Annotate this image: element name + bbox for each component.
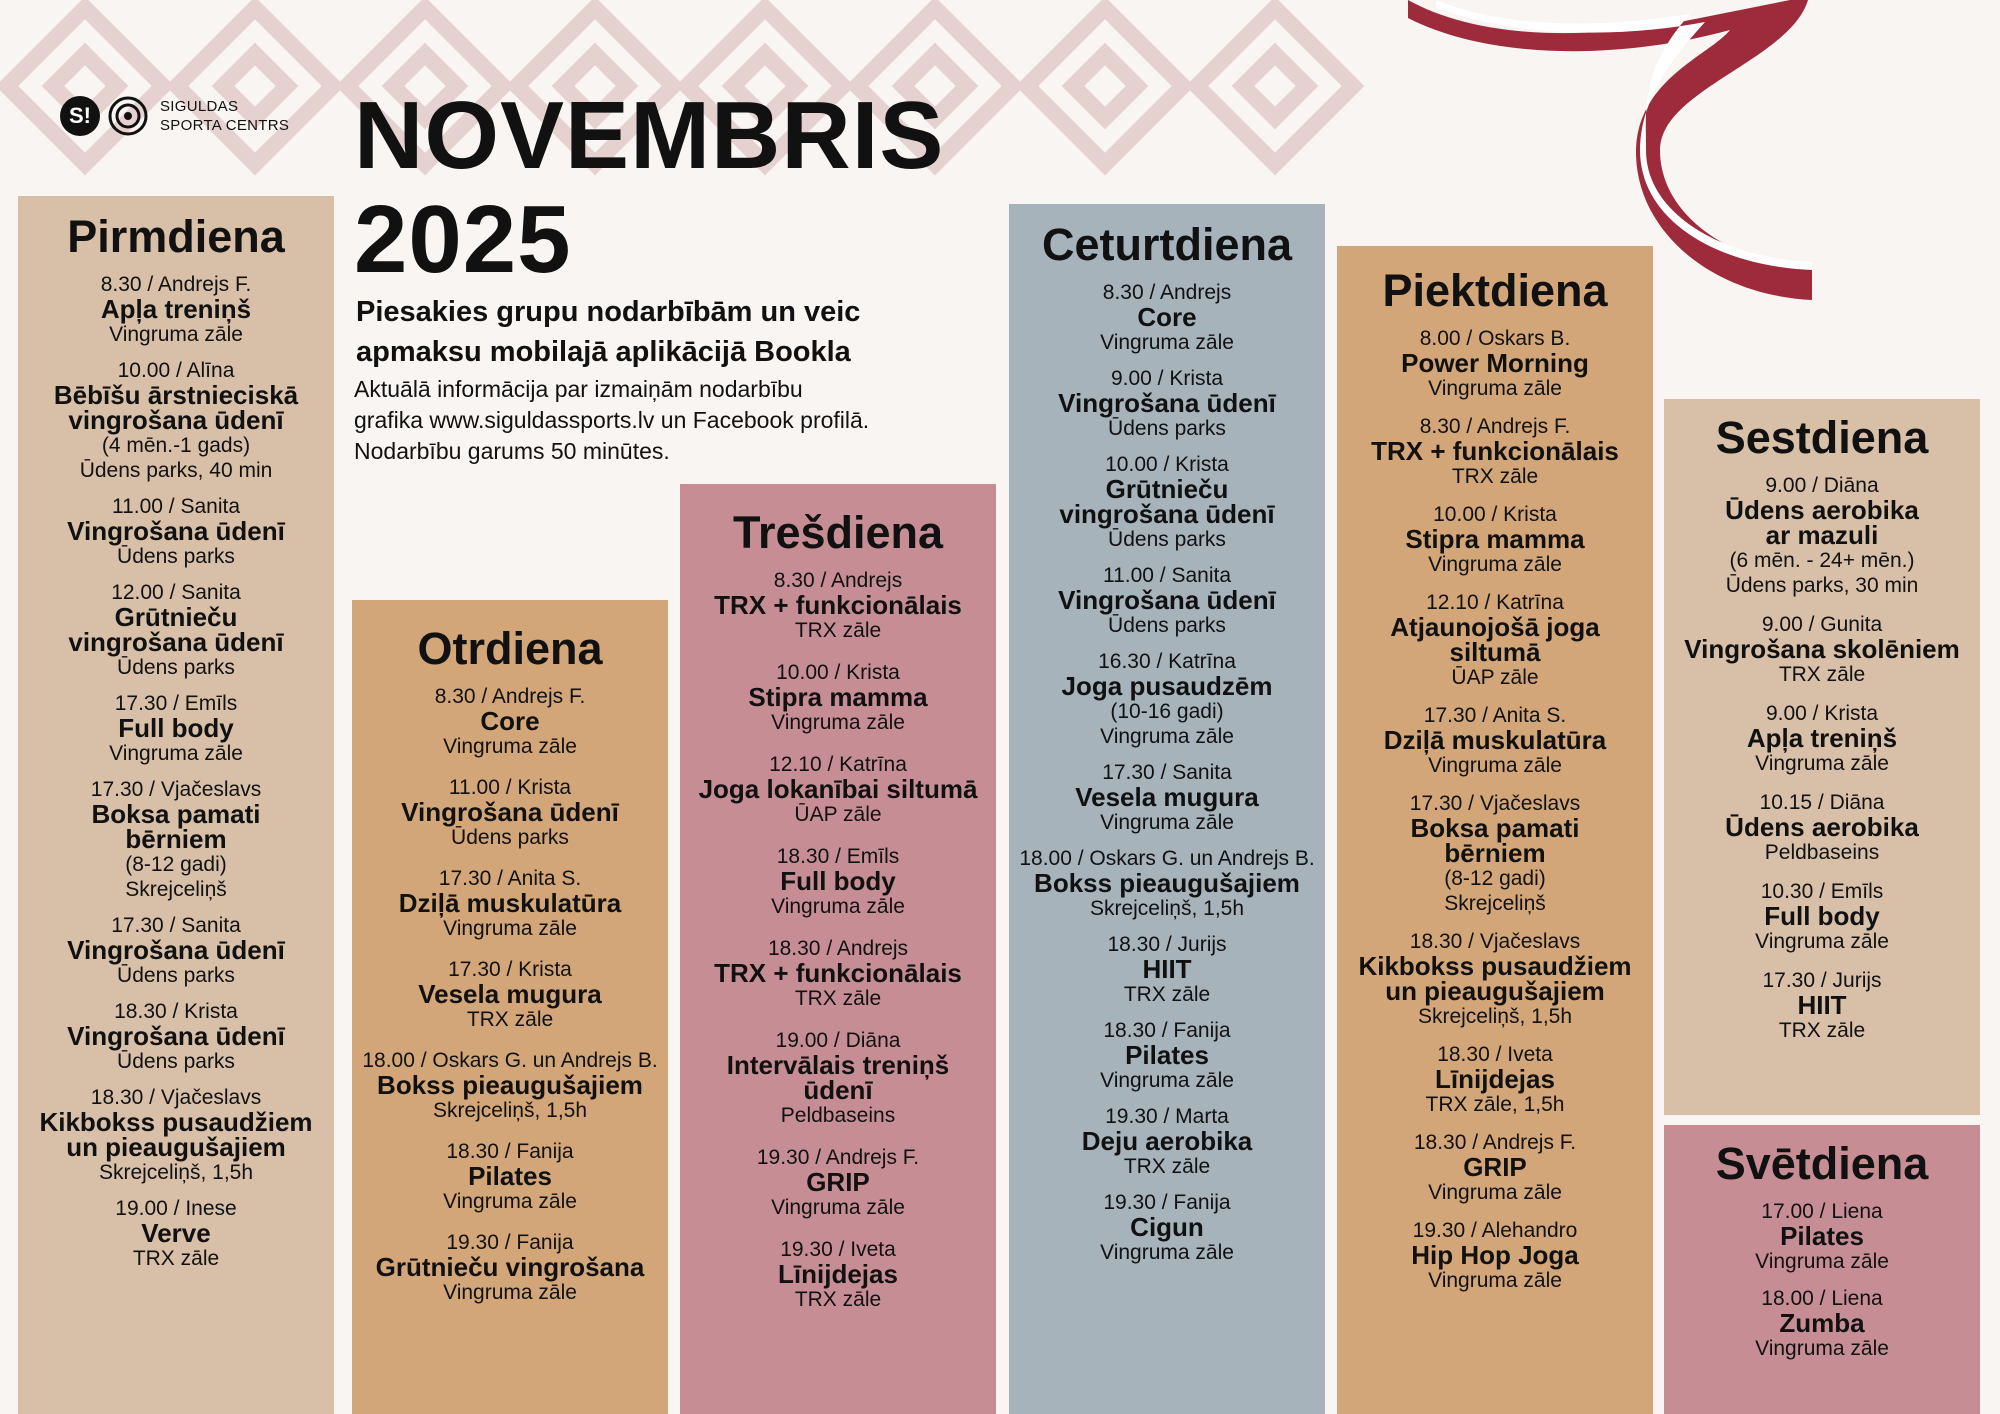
class-time-trainer: 18.30 / Fanija (446, 1140, 574, 1163)
class-time-trainer: 10.00 / Krista (776, 661, 900, 684)
day-title: Piektdiena (1382, 265, 1608, 316)
class-time-trainer: 9.00 / Krista (1765, 702, 1879, 725)
class-time-trainer: 10.00 / Alīna (117, 359, 235, 382)
class-name: Stipra mamma (748, 682, 928, 712)
class-entry (1664, 701, 1980, 776)
class-name: Kikbokss pusaudžiem (1358, 951, 1632, 981)
class-name: Ūdens aerobika (1725, 495, 1919, 525)
class-entry (1009, 452, 1325, 552)
class-name: Bēbīšu ārstnieciskā (53, 380, 299, 410)
class-entry (18, 913, 334, 988)
class-name: ar mazuli (1765, 520, 1879, 550)
class-entry (352, 684, 668, 759)
info-text: Aktuālā informācija par izmaiņām nodarbību grafika www.siguldassports.lv un Facebook profilā. Nodarbību garums 50 minūtes. (354, 376, 870, 464)
class-entry (352, 775, 668, 850)
class-time-trainer: 11.00 / Krista (448, 776, 572, 799)
class-time-trainer: 16.30 / Katrīna (1098, 650, 1236, 673)
class-time-trainer: 9.00 / Diāna (1765, 474, 1879, 497)
class-name: Apļa treniņš (1746, 723, 1898, 753)
class-entry (1337, 414, 1653, 489)
class-name: Joga pusaudzēm (1061, 671, 1273, 701)
class-entry (352, 957, 668, 1032)
class-location: Peldbaseins (780, 1104, 896, 1127)
class-location: Vingruma zāle (1100, 811, 1234, 834)
day-column-2 (352, 600, 668, 1414)
class-time-trainer: 18.00 / Oskars G. un Andrejs B. (362, 1049, 658, 1072)
class-location: Vingruma zāle (771, 711, 905, 734)
class-location: TRX zāle (466, 1008, 554, 1031)
class-time-trainer: 9.00 / Gunita (1761, 613, 1883, 636)
class-time-trainer: 19.30 / Fanija (446, 1231, 574, 1254)
class-location: Vingruma zāle (1428, 1269, 1562, 1292)
class-time-trainer: 19.30 / Andrejs F. (756, 1146, 920, 1169)
class-location: Vingruma zāle (109, 742, 243, 765)
class-entry (18, 1085, 334, 1185)
class-time-trainer: 17.30 / Sanita (111, 914, 241, 937)
class-location: Skrejceliņš, 1,5h (1089, 897, 1245, 920)
class-time-trainer: 17.30 / Jurijs (1762, 969, 1882, 992)
class-name: Full body (1764, 901, 1880, 931)
class-name: Vesela mugura (418, 979, 602, 1009)
class-location: TRX zāle, 1,5h (1425, 1093, 1565, 1116)
class-name: Vingrošana ūdenī (67, 516, 285, 546)
logo-text: SIGULDAS SPORTA CENTRS (160, 98, 290, 134)
class-name: Līnijdejas (1435, 1064, 1555, 1094)
class-name: Joga lokanībai siltumā (698, 774, 978, 804)
class-time-trainer: 10.00 / Krista (1433, 503, 1557, 526)
day-title: Ceturtdiena (1041, 219, 1293, 270)
class-time-trainer: 19.30 / Alehandro (1412, 1219, 1578, 1242)
class-name: bērniem (125, 824, 227, 854)
class-location: Ūdens parks (117, 545, 235, 568)
class-time-trainer: 18.00 / Liena (1761, 1287, 1883, 1310)
class-name: GRIP (806, 1167, 870, 1197)
day-column-1 (18, 196, 334, 1414)
class-name: Core (480, 706, 540, 736)
class-name: Full body (118, 713, 234, 743)
class-name: vingrošana ūdenī (68, 627, 284, 657)
class-entry (1664, 968, 1980, 1043)
class-name: HIIT (1797, 990, 1847, 1020)
day-title: Svētdiena (1715, 1138, 1929, 1189)
class-time-trainer: 10.00 / Krista (1105, 453, 1229, 476)
class-time-trainer: 18.30 / Vjačeslavs (1409, 930, 1581, 953)
page-title (354, 84, 944, 292)
class-time-trainer: 19.30 / Iveta (780, 1238, 896, 1261)
class-name: TRX + funkcionālais (714, 958, 962, 988)
class-name: Stipra mamma (1405, 524, 1585, 554)
class-name: Dziļā muskulatūra (398, 888, 622, 918)
class-time-trainer: 17.30 / Anita S. (438, 867, 582, 890)
class-name: Vingrošana ūdenī (1058, 585, 1276, 615)
class-entry (1337, 1130, 1653, 1205)
day-title: Trešdiena (732, 507, 944, 558)
class-name: Grūtnieču vingrošana (375, 1252, 645, 1282)
class-entry (1009, 1104, 1325, 1179)
class-location: Ūdens parks (451, 826, 569, 849)
class-time-trainer: 17.30 / Anita S. (1423, 704, 1567, 727)
class-entry (1009, 649, 1325, 749)
day-column-4 (1009, 204, 1325, 1414)
class-entry (18, 777, 334, 902)
day-title: Sestdiena (1715, 412, 1929, 463)
logo-mark: S! (60, 96, 100, 136)
class-time-trainer: 17.30 / Vjačeslavs (90, 778, 262, 801)
class-entry (1664, 790, 1980, 865)
class-entry (1009, 932, 1325, 1007)
class-location: Vingruma zāle (1755, 930, 1889, 953)
class-name: vingrošana ūdenī (68, 405, 284, 435)
class-location: TRX zāle (1123, 1155, 1211, 1178)
logo-ring-icon (108, 96, 148, 136)
subtitle: Piesakies grupu nodarbībām un veic apmaksu mobilajā aplikācijā Bookla (356, 296, 861, 368)
class-name: TRX + funkcionālais (1371, 436, 1619, 466)
class-name: Kikbokss pusaudžiem (39, 1107, 313, 1137)
class-location: Vingruma zāle (1755, 1250, 1889, 1273)
class-location: (4 mēn.-1 gads) (101, 434, 251, 457)
class-name: Vesela mugura (1075, 782, 1259, 812)
class-time-trainer: 18.30 / Jurijs (1107, 933, 1227, 956)
class-name: HIIT (1142, 954, 1192, 984)
class-entry (680, 660, 996, 735)
class-time-trainer: 18.30 / Andrejs (767, 937, 909, 960)
class-time-trainer: 18.30 / Vjačeslavs (90, 1086, 262, 1109)
class-name: Deju aerobika (1081, 1126, 1253, 1156)
class-entry (352, 1048, 668, 1123)
class-name: Intervālais treniņš (726, 1050, 950, 1080)
class-name: Bokss pieaugušajiem (377, 1070, 643, 1100)
class-name: Pilates (468, 1161, 552, 1191)
class-time-trainer: 19.30 / Fanija (1103, 1191, 1231, 1214)
class-location: Vingruma zāle (109, 323, 243, 346)
class-location: Skrejceliņš, 1,5h (98, 1161, 254, 1184)
class-time-trainer: 8.30 / Andrejs F. (100, 273, 252, 296)
class-time-trainer: 19.30 / Marta (1105, 1105, 1229, 1128)
class-time-trainer: 18.30 / Fanija (1103, 1019, 1231, 1042)
class-entry (680, 1237, 996, 1312)
class-name: TRX + funkcionālais (714, 590, 962, 620)
class-name: Dziļā muskulatūra (1383, 725, 1607, 755)
class-name: Verve (141, 1218, 211, 1248)
class-entry (680, 936, 996, 1011)
class-entry (1337, 791, 1653, 916)
class-location: TRX zāle (1778, 1019, 1866, 1042)
class-location: ŪAP zāle (1451, 666, 1539, 689)
class-name: un pieaugušajiem (1385, 976, 1605, 1006)
class-location: Ūdens parks (1108, 528, 1226, 551)
class-time-trainer: 8.30 / Andrejs (773, 569, 903, 592)
class-entry (680, 752, 996, 827)
class-entry (680, 844, 996, 919)
class-name: Pilates (1125, 1040, 1209, 1070)
class-location: Vingruma zāle (771, 895, 905, 918)
class-location: Ūdens parks (117, 964, 235, 987)
class-time-trainer: 10.30 / Emīls (1760, 880, 1884, 903)
class-name: ūdenī (803, 1075, 873, 1105)
class-location: TRX zāle (794, 1288, 882, 1311)
class-name: Boksa pamati (91, 799, 261, 829)
class-entry (1664, 879, 1980, 954)
class-name: Power Morning (1401, 348, 1589, 378)
class-time-trainer: 9.00 / Krista (1110, 367, 1224, 390)
class-location: Skrejceliņš, 1,5h (432, 1099, 588, 1122)
class-location: Vingruma zāle (1100, 1241, 1234, 1264)
day-column-5 (1337, 246, 1653, 1414)
class-name: Apļa treniņš (100, 294, 252, 324)
class-time-trainer: 18.30 / Emīls (776, 845, 900, 868)
class-time-trainer: 17.30 / Sanita (1102, 761, 1232, 784)
class-name: vingrošana ūdenī (1059, 499, 1275, 529)
class-location: Ūdens parks, 40 min (79, 459, 273, 482)
class-name: Cigun (1130, 1212, 1204, 1242)
class-entry (18, 494, 334, 569)
class-location: Skrejceliņš (125, 878, 227, 901)
class-location: Peldbaseins (1764, 841, 1880, 864)
class-entry (680, 568, 996, 643)
class-name: bērniem (1444, 838, 1546, 868)
class-location: Vingruma zāle (771, 1196, 905, 1219)
class-entry (1009, 846, 1325, 921)
class-entry (1664, 612, 1980, 687)
class-name: Pilates (1780, 1221, 1864, 1251)
class-location: TRX zāle (1123, 983, 1211, 1006)
class-location: Vingruma zāle (1100, 331, 1234, 354)
class-entry (1009, 1018, 1325, 1093)
class-location: Ūdens parks (117, 1050, 235, 1073)
class-entry (18, 272, 334, 347)
class-entry (680, 1145, 996, 1220)
class-location: TRX zāle (132, 1247, 220, 1270)
class-location: (8-12 gadi) (125, 853, 227, 876)
class-name: Vingrošana ūdenī (67, 935, 285, 965)
class-time-trainer: 11.00 / Sanita (1102, 564, 1232, 587)
class-location: (8-12 gadi) (1444, 867, 1546, 890)
class-name: Full body (780, 866, 896, 896)
class-location: Vingruma zāle (443, 917, 577, 940)
class-location: Vingruma zāle (1428, 553, 1562, 576)
class-location: Vingruma zāle (1100, 725, 1234, 748)
class-entry (1664, 473, 1980, 598)
class-name: Hip Hop Joga (1411, 1240, 1579, 1270)
class-entry (1009, 1190, 1325, 1265)
class-entry (18, 580, 334, 680)
class-entry (1337, 703, 1653, 778)
class-entry (352, 1230, 668, 1305)
class-time-trainer: 17.30 / Krista (448, 958, 572, 981)
class-location: Ūdens parks (1108, 417, 1226, 440)
logo (60, 96, 289, 136)
class-entry (1337, 929, 1653, 1029)
class-entry (680, 1028, 996, 1128)
class-location: Ūdens parks (117, 656, 235, 679)
class-time-trainer: 8.30 / Andrejs (1102, 281, 1232, 304)
class-entry (1337, 502, 1653, 577)
class-time-trainer: 12.00 / Sanita (111, 581, 241, 604)
class-name: Boksa pamati (1410, 813, 1580, 843)
class-location: Vingruma zāle (1755, 1337, 1889, 1360)
class-entry (1009, 760, 1325, 835)
class-entry (352, 866, 668, 941)
class-location: Ūdens parks, 30 min (1725, 574, 1919, 597)
class-location: (6 mēn. - 24+ mēn.) (1729, 549, 1915, 572)
class-entry (18, 358, 334, 483)
class-location: Ūdens parks (1108, 614, 1226, 637)
class-entry (352, 1139, 668, 1214)
class-time-trainer: 12.10 / Katrīna (769, 753, 907, 776)
class-location: ŪAP zāle (794, 803, 882, 826)
class-time-trainer: 17.30 / Emīls (114, 692, 238, 715)
class-entry (1337, 1042, 1653, 1117)
class-entry (1009, 280, 1325, 355)
class-name: Vingrošana ūdenī (67, 1021, 285, 1051)
class-entry (18, 999, 334, 1074)
class-time-trainer: 10.15 / Diāna (1759, 791, 1885, 814)
class-time-trainer: 8.30 / Andrejs F. (1419, 415, 1571, 438)
class-name: Līnijdejas (778, 1259, 898, 1289)
class-location: Vingruma zāle (1428, 754, 1562, 777)
day-column-6 (1664, 399, 1980, 1115)
class-time-trainer: 18.30 / Iveta (1437, 1043, 1553, 1066)
class-location: Skrejceliņš, 1,5h (1417, 1005, 1573, 1028)
class-entry (1337, 1218, 1653, 1293)
class-entry (1337, 326, 1653, 401)
class-time-trainer: 12.10 / Katrīna (1426, 591, 1564, 614)
class-location: TRX zāle (794, 619, 882, 642)
class-location: Skrejceliņš (1444, 892, 1546, 915)
class-name: Grūtnieču (114, 602, 238, 632)
class-time-trainer: 18.00 / Oskars G. un Andrejs B. (1019, 847, 1315, 870)
class-name: Vingrošana skolēniem (1684, 634, 1960, 664)
class-name: Grūtnieču (1105, 474, 1229, 504)
class-entry (1337, 590, 1653, 690)
class-name: Vingrošana ūdenī (401, 797, 619, 827)
class-name: Bokss pieaugušajiem (1034, 868, 1300, 898)
class-location: TRX zāle (1778, 663, 1866, 686)
class-time-trainer: 18.30 / Krista (114, 1000, 238, 1023)
class-location: Vingruma zāle (443, 1190, 577, 1213)
class-name: Ūdens aerobika (1725, 812, 1919, 842)
class-location: TRX zāle (1451, 465, 1539, 488)
class-location: Vingruma zāle (443, 1281, 577, 1304)
class-location: (10-16 gadi) (1110, 700, 1224, 723)
class-name: Atjaunojošā joga (1390, 612, 1600, 642)
class-location: Vingruma zāle (1428, 377, 1562, 400)
class-location: Vingruma zāle (443, 735, 577, 758)
class-time-trainer: 17.00 / Liena (1761, 1200, 1883, 1223)
month-title: NOVEMBRIS (354, 82, 945, 189)
class-time-trainer: 8.00 / Oskars B. (1419, 327, 1571, 350)
class-entry (1664, 1286, 1980, 1361)
class-entry (18, 1196, 334, 1271)
class-name: un pieaugušajiem (66, 1132, 286, 1162)
class-time-trainer: 11.00 / Sanita (111, 495, 241, 518)
class-entry (1664, 1199, 1980, 1274)
class-name: siltumā (1449, 637, 1541, 667)
year-title: 2025 (354, 186, 572, 293)
class-name: GRIP (1463, 1152, 1527, 1182)
class-entry (18, 691, 334, 766)
class-time-trainer: 19.00 / Diāna (775, 1029, 901, 1052)
class-time-trainer: 17.30 / Vjačeslavs (1409, 792, 1581, 815)
class-name: Core (1137, 302, 1197, 332)
class-entry (1009, 563, 1325, 638)
class-time-trainer: 8.30 / Andrejs F. (434, 685, 586, 708)
class-location: TRX zāle (794, 987, 882, 1010)
class-location: Vingruma zāle (1428, 1181, 1562, 1204)
class-entry (1009, 366, 1325, 441)
class-time-trainer: 19.00 / Inese (115, 1197, 237, 1220)
class-location: Vingruma zāle (1755, 752, 1889, 775)
class-name: Vingrošana ūdenī (1058, 388, 1276, 418)
class-time-trainer: 18.30 / Andrejs F. (1413, 1131, 1577, 1154)
day-title: Otrdiena (417, 623, 603, 674)
day-column-7 (1664, 1125, 1980, 1414)
day-title: Pirmdiena (67, 211, 285, 262)
day-column-3 (680, 484, 996, 1414)
class-name: Zumba (1779, 1308, 1865, 1338)
class-location: Vingruma zāle (1100, 1069, 1234, 1092)
